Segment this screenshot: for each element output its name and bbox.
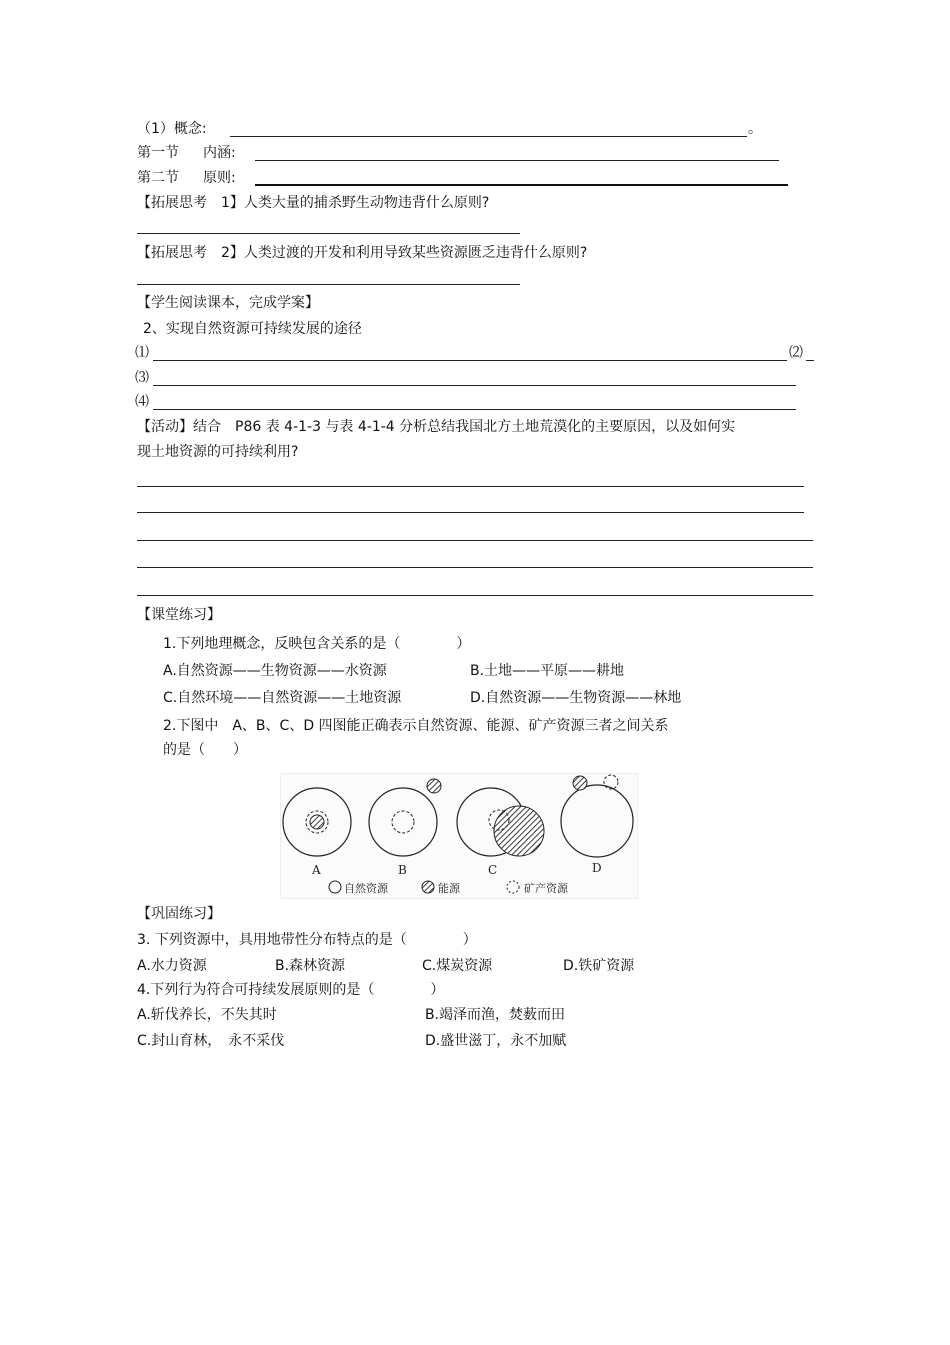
diagram-d-mineral-circle bbox=[604, 775, 618, 789]
q4-option-d[interactable]: D.盛世滋丁，永不加赋 bbox=[425, 1033, 567, 1049]
q1-option-c[interactable]: C.自然环境——自然资源——土地资源 bbox=[163, 690, 402, 706]
q4-option-a[interactable]: A.斩伐养长，不失其时 bbox=[137, 1007, 277, 1023]
q2-stem-line-2: 的是（ ） bbox=[163, 742, 247, 758]
way-4-line[interactable] bbox=[153, 409, 796, 410]
way-3-num: ⑶ bbox=[135, 370, 149, 386]
diagram-b-mineral-circle bbox=[392, 811, 414, 833]
way-1-line[interactable] bbox=[153, 360, 787, 361]
q1-option-d[interactable]: D.自然资源——生物资源——林地 bbox=[470, 690, 682, 706]
q1-stem: 1.下列地理概念，反映包含关系的是（ ） bbox=[163, 636, 471, 652]
think2-question: 【拓展思考 2】人类过渡的开发和利用导致某些资源匮乏违背什么原则? bbox=[137, 245, 588, 261]
diagram-d-natural-circle bbox=[561, 785, 633, 857]
way-3-line[interactable] bbox=[153, 385, 796, 386]
activity-answer-line-1[interactable] bbox=[137, 486, 804, 487]
activity-line-1: 【活动】结合 P86 表 4-1-3 与表 4-1-4 分析总结我国北方土地荒漠化的主要原因，以及如何实 bbox=[137, 419, 736, 435]
legend-mineral-label: 矿产资源 bbox=[524, 882, 568, 895]
q1-option-b[interactable]: B.土地——平原——耕地 bbox=[470, 663, 625, 679]
q4-stem: 4.下列行为符合可持续发展原则的是（ ） bbox=[137, 982, 445, 998]
legend-natural-icon bbox=[329, 881, 341, 893]
concept-answer-line[interactable] bbox=[230, 136, 747, 137]
ways-title: 2、实现自然资源可持续发展的途径 bbox=[143, 321, 362, 337]
consolidate-header: 【巩固练习】 bbox=[137, 906, 221, 922]
diagram-d bbox=[561, 775, 633, 857]
section2-label: 原则: bbox=[203, 170, 236, 186]
way-2-line[interactable] bbox=[806, 360, 814, 361]
diagram-c-energy-circle bbox=[494, 806, 544, 856]
activity-answer-line-3[interactable] bbox=[137, 540, 813, 541]
q3-option-c[interactable]: C.煤炭资源 bbox=[422, 958, 493, 974]
q3-stem: 3. 下列资源中，具用地带性分布特点的是（ ） bbox=[137, 932, 477, 948]
diagram-a-energy-circle bbox=[310, 815, 324, 829]
class-practice-header: 【课堂练习】 bbox=[137, 607, 221, 623]
read-header: 【学生阅读课本，完成学案】 bbox=[137, 295, 319, 311]
diagram-label-a: A bbox=[312, 863, 321, 877]
resource-venn-diagram bbox=[281, 774, 637, 898]
legend-natural-label: 自然资源 bbox=[344, 882, 388, 895]
diagram-label-c: C bbox=[488, 863, 498, 877]
diagram-b-energy-circle bbox=[427, 779, 441, 793]
think1-answer-line[interactable] bbox=[137, 233, 520, 234]
diagram-label-b: B bbox=[398, 863, 407, 877]
activity-answer-line-5[interactable] bbox=[137, 595, 813, 596]
way-4-num: ⑷ bbox=[135, 394, 149, 410]
q3-option-b[interactable]: B.森林资源 bbox=[275, 958, 346, 974]
diagram-b bbox=[369, 779, 441, 856]
q4-option-c[interactable]: C.封山育林， 永不采伐 bbox=[137, 1033, 285, 1049]
legend-mineral-icon bbox=[507, 881, 519, 893]
concept-end-mark: 。 bbox=[748, 121, 762, 137]
resource-relationship-figure bbox=[280, 773, 638, 899]
q3-option-a[interactable]: A.水力资源 bbox=[137, 958, 207, 974]
section1-label: 内涵: bbox=[203, 145, 236, 161]
diagram-a bbox=[283, 788, 351, 856]
diagram-c bbox=[457, 788, 544, 856]
section1-num: 第一节 bbox=[137, 145, 179, 161]
q1-option-a[interactable]: A.自然资源——生物资源——水资源 bbox=[163, 663, 387, 679]
legend-energy-label: 能源 bbox=[438, 882, 460, 895]
q4-option-b[interactable]: B.竭泽而渔，焚薮而田 bbox=[425, 1007, 566, 1023]
diagram-b-natural-circle bbox=[369, 788, 437, 856]
think1-question: 【拓展思考 1】人类大量的捕杀野生动物违背什么原则? bbox=[137, 195, 490, 211]
section1-answer-line[interactable] bbox=[255, 160, 779, 161]
legend-energy-icon bbox=[422, 881, 434, 893]
activity-answer-line-4[interactable] bbox=[137, 567, 813, 568]
think2-answer-line[interactable] bbox=[137, 284, 520, 285]
q2-stem-line-1: 2.下图中 A、B、C、D 四图能正确表示自然资源、能源、矿产资源三者之间关系 bbox=[163, 718, 669, 734]
section2-answer-line[interactable] bbox=[255, 184, 788, 186]
activity-answer-line-2[interactable] bbox=[137, 512, 804, 513]
q3-option-d[interactable]: D.铁矿资源 bbox=[563, 958, 635, 974]
diagram-d-energy-circle bbox=[573, 776, 587, 790]
activity-line-2: 现土地资源的可持续利用? bbox=[137, 444, 299, 460]
section2-num: 第二节 bbox=[137, 170, 179, 186]
diagram-label-d: D bbox=[592, 861, 602, 875]
way-1-num: ⑴ bbox=[135, 345, 149, 361]
concept-label: （1）概念: bbox=[137, 121, 207, 137]
way-2-num: ⑵ bbox=[789, 345, 803, 361]
